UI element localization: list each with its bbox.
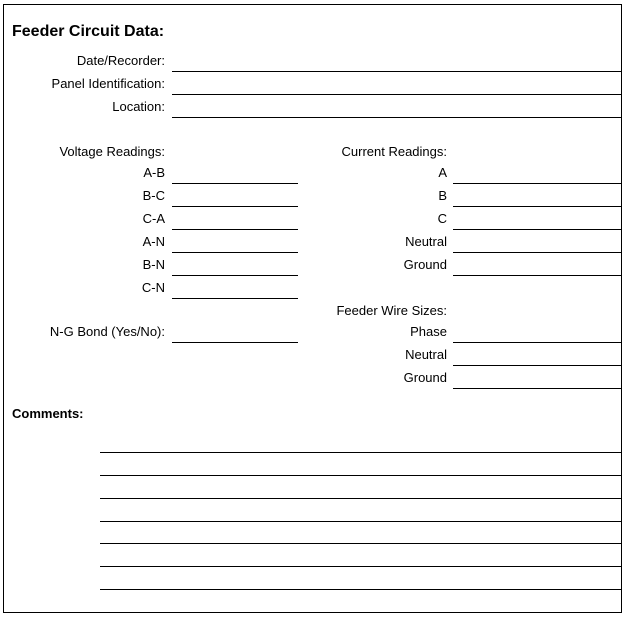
voltage-ca-field[interactable] <box>172 229 298 230</box>
current-readings-heading: Current Readings: <box>341 144 447 159</box>
current-ground-field[interactable] <box>453 275 622 276</box>
voltage-an-field[interactable] <box>172 252 298 253</box>
comments-label: Comments: <box>12 406 84 421</box>
wire-ground-field[interactable] <box>453 388 622 389</box>
voltage-ab-label: A-B <box>143 165 165 180</box>
location-field[interactable] <box>172 117 622 118</box>
voltage-cn-label: C-N <box>141 280 165 295</box>
wire-phase-label: Phase <box>410 324 447 339</box>
current-ground-label: Ground <box>403 257 447 272</box>
voltage-bn-field[interactable] <box>172 275 298 276</box>
current-neutral-label: Neutral <box>405 234 447 249</box>
ng-bond-field[interactable] <box>172 342 298 343</box>
panel-identification-field[interactable] <box>172 94 622 95</box>
panel-identification-label: Panel Identification: <box>51 76 165 91</box>
voltage-an-label: A-N <box>142 234 165 249</box>
voltage-ab-field[interactable] <box>172 183 298 184</box>
ng-bond-label: N-G Bond (Yes/No): <box>49 324 165 339</box>
current-a-label: A <box>438 165 447 180</box>
voltage-bc-field[interactable] <box>172 206 298 207</box>
location-label: Location: <box>112 99 165 114</box>
voltage-bc-label: B-C <box>142 188 165 203</box>
comment-line[interactable] <box>100 498 622 499</box>
current-c-label: C <box>437 211 447 226</box>
wire-ground-label: Ground <box>403 370 447 385</box>
comment-line[interactable] <box>100 566 622 567</box>
feeder-wire-sizes-heading: Feeder Wire Sizes: <box>336 303 447 318</box>
comment-line[interactable] <box>100 475 622 476</box>
current-neutral-field[interactable] <box>453 252 622 253</box>
current-b-label: B <box>438 188 447 203</box>
voltage-ca-label: C-A <box>142 211 165 226</box>
wire-phase-field[interactable] <box>453 342 622 343</box>
comment-line[interactable] <box>100 521 622 522</box>
current-c-field[interactable] <box>453 229 622 230</box>
wire-neutral-label: Neutral <box>405 347 447 362</box>
comment-line[interactable] <box>100 452 622 453</box>
voltage-cn-field[interactable] <box>172 298 298 299</box>
voltage-readings-heading: Voltage Readings: <box>59 144 165 159</box>
wire-neutral-field[interactable] <box>453 365 622 366</box>
date-recorder-field[interactable] <box>172 71 622 72</box>
current-b-field[interactable] <box>453 206 622 207</box>
date-recorder-label: Date/Recorder: <box>76 53 165 68</box>
form-title: Feeder Circuit Data: <box>12 23 165 40</box>
current-a-field[interactable] <box>453 183 622 184</box>
comment-line[interactable] <box>100 589 622 590</box>
voltage-bn-label: B-N <box>142 257 165 272</box>
comment-line[interactable] <box>100 543 622 544</box>
